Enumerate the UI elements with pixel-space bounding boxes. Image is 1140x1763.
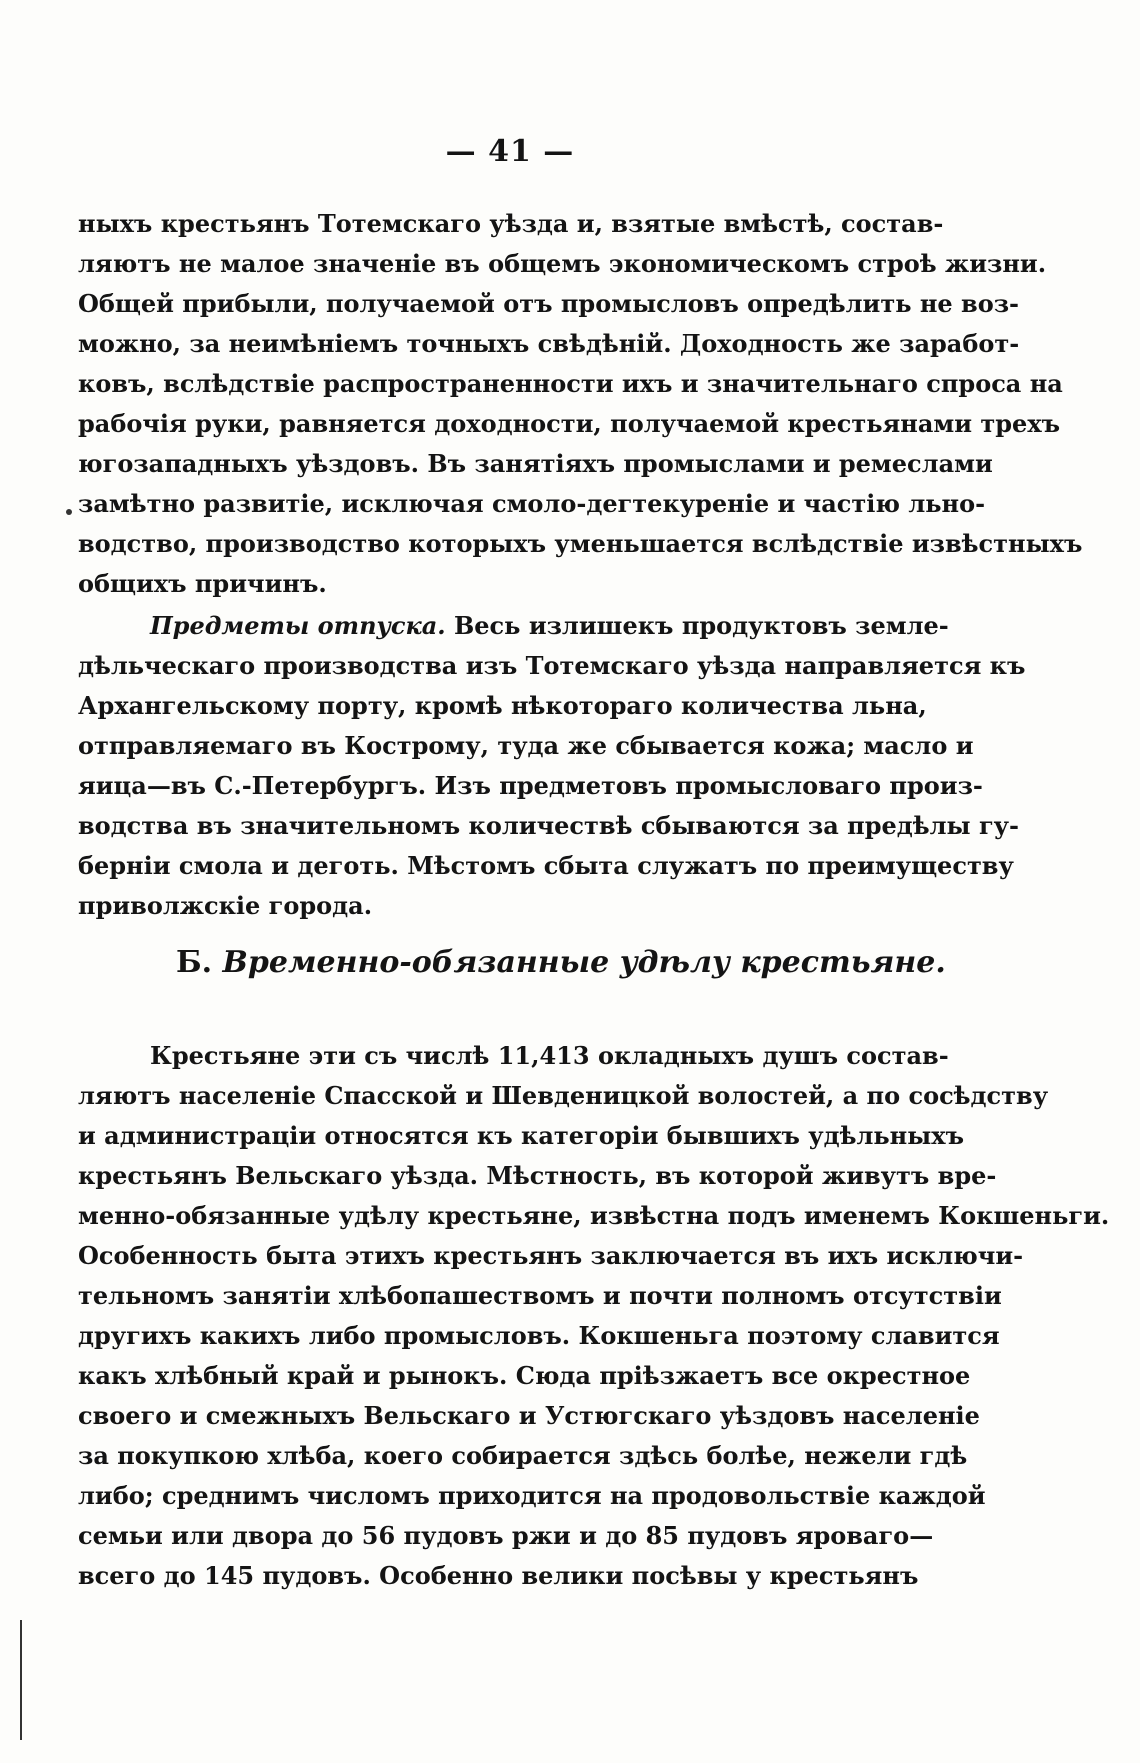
page-number: — 41 —	[445, 134, 575, 169]
text-line: либо; среднимъ числомъ приходится на продовольствіе каждой	[78, 1481, 986, 1510]
text-line: ляютъ населеніе Спасской и Шевденицкой волостей, а по сосѣдству	[78, 1081, 1049, 1110]
section-title: Временно-обязанные удѣлу крестьяне.	[222, 945, 946, 980]
text-line	[78, 606, 949, 646]
paragraph-1	[78, 204, 1083, 604]
text-line: замѣтно развитіе, исключая смоло-дегтекуреніе и частію льно-	[78, 489, 986, 518]
text-line: менно-обязанные удѣлу крестьяне, извѣстна подъ именемъ Кокшеньги.	[78, 1201, 1110, 1230]
text-line: семьи или двора до 56 пудовъ ржи и до 85 пудовъ яроваго—	[78, 1521, 934, 1550]
text-line: ныхъ крестьянъ Тотемскаго уѣзда и, взятые вмѣстѣ, состав-	[78, 209, 944, 238]
section-letter: Б.	[176, 945, 213, 980]
text-line: приволжскіе города.	[78, 891, 373, 920]
text-line: за покупкою хлѣба, коего собирается здѣсь болѣе, нежели гдѣ	[78, 1441, 968, 1470]
section-heading	[176, 945, 946, 980]
text-line: югозападныхъ уѣздовъ. Въ занятіяхъ промыслами и ремеслами	[78, 449, 993, 478]
paragraph-2	[78, 606, 1026, 926]
text-line: рабочія руки, равняется доходности, получаемой крестьянами трехъ	[78, 409, 1061, 438]
text-line: Особенность быта этихъ крестьянъ заключается въ ихъ исключи-	[78, 1241, 1024, 1270]
text-line: водство, производство которыхъ уменьшается вслѣдствіе извѣстныхъ	[78, 529, 1083, 558]
margin-mark-rule	[20, 1620, 22, 1740]
text-line: другихъ какихъ либо промысловъ. Кокшеньга поэтому славится	[78, 1321, 1000, 1350]
text-line: берніи смола и деготь. Мѣстомъ сбыта служатъ по преимуществу	[78, 851, 1014, 880]
paragraph-lead-italic: Предметы отпуска.	[150, 611, 446, 640]
text-line: Общей прибыли, получаемой отъ промысловъ опредѣлить не воз-	[78, 289, 1019, 318]
text-line: общихъ причинъ.	[78, 569, 327, 598]
text-line: Крестьяне эти съ числѣ 11,413 окладныхъ душъ состав-	[150, 1041, 949, 1070]
text-line: крестьянъ Вельскаго уѣзда. Мѣстность, въ которой живутъ вре-	[78, 1161, 997, 1190]
text-line: можно, за неимѣніемъ точныхъ свѣдѣній. Доходность же заработ-	[78, 329, 1020, 358]
text-line: тельномъ занятіи хлѣбопашествомъ и почти полномъ отсутствіи	[78, 1281, 1002, 1310]
text-line-rest: Весь излишекъ продуктовъ земле-	[454, 611, 949, 640]
margin-mark-dot	[66, 509, 72, 515]
text-line: и администраціи относятся къ категоріи бывшихъ удѣльныхъ	[78, 1121, 964, 1150]
text-line: ляютъ не малое значеніе въ общемъ экономическомъ строѣ жизни.	[78, 249, 1047, 278]
text-line: всего до 145 пудовъ. Особенно велики посѣвы у крестьянъ	[78, 1561, 919, 1590]
text-line: дѣльческаго производства изъ Тотемскаго уѣзда направляется къ	[78, 651, 1026, 680]
text-line: водства въ значительномъ количествѣ сбываются за предѣлы гу-	[78, 811, 1019, 840]
text-line: отправляемаго въ Кострому, туда же сбывается кожа; масло и	[78, 731, 974, 760]
text-line: яица—въ С.-Петербургъ. Изъ предметовъ промысловаго произ-	[78, 771, 983, 800]
paragraph-3	[78, 1036, 1110, 1596]
text-line: какъ хлѣбный край и рынокъ. Сюда пріѣзжаетъ все окрестное	[78, 1361, 971, 1390]
text-line: Архангельскому порту, кромѣ нѣкотораго количества льна,	[78, 691, 927, 720]
text-line: своего и смежныхъ Вельскаго и Устюгскаго уѣздовъ населеніе	[78, 1401, 980, 1430]
text-line: ковъ, вслѣдствіе распространенности ихъ и значительнаго спроса на	[78, 369, 1063, 398]
